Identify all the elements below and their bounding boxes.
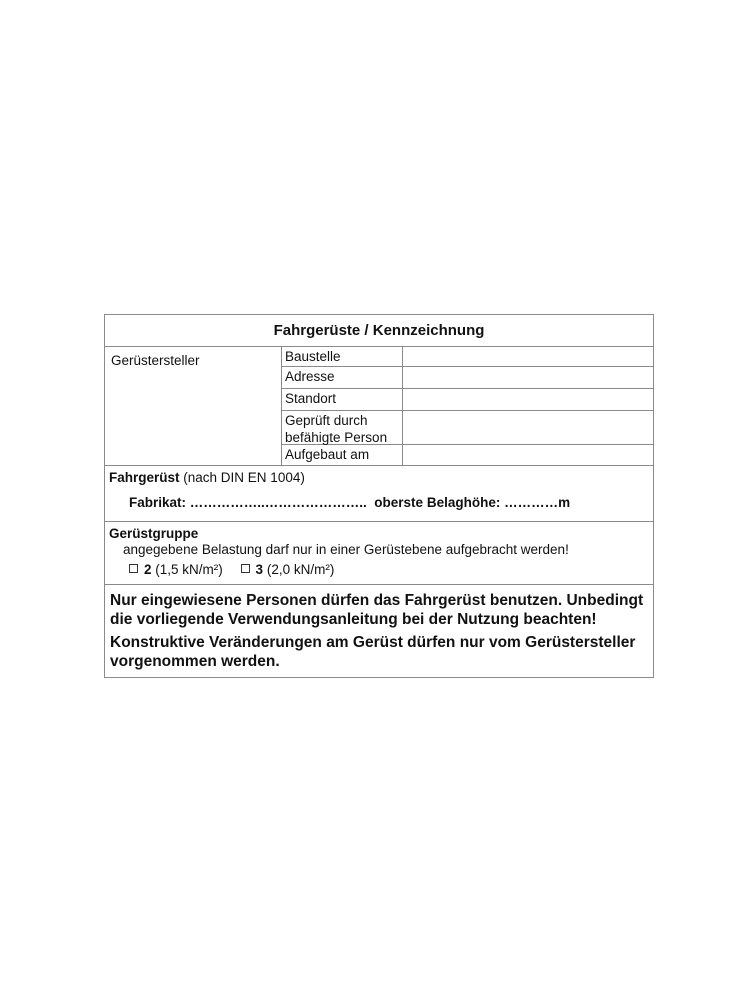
geprueft-field[interactable] <box>403 411 653 444</box>
aufgebaut-field[interactable] <box>403 445 653 465</box>
scaffold-label-card <box>104 314 654 678</box>
field-label: Standort <box>282 389 403 410</box>
form-title: Fahrgerüste / Kennzeichnung <box>105 315 653 347</box>
field-row-aufgebaut <box>282 445 653 465</box>
standort-field[interactable] <box>403 389 653 410</box>
info-section <box>105 347 653 466</box>
group-options <box>109 561 649 579</box>
field-label: Geprüft durch befähigte Person <box>282 411 403 444</box>
scaffold-norm: (nach DIN EN 1004) <box>183 470 305 485</box>
field-label: Aufgebaut am <box>282 445 403 465</box>
field-label: Baustelle <box>282 347 403 366</box>
fields-table <box>282 347 653 465</box>
group-option-3[interactable]: 3 (2,0 kN/m²) <box>241 562 335 577</box>
field-row-adresse <box>282 367 653 389</box>
warning-usage: Nur eingewiesene Personen dürfen das Fahrgerüst benutzen. Unbedingt die vorliegende Verwendungsanleitung bei der Nutzung beachten! <box>110 592 644 628</box>
scaffold-heading: Fahrgerüst <box>109 470 180 485</box>
checkbox-icon[interactable] <box>241 564 250 573</box>
scaffold-details <box>109 485 649 510</box>
group-option-2[interactable]: 2 (1,5 kN/m²) <box>129 562 227 577</box>
group-heading: Gerüstgruppe <box>109 526 199 541</box>
field-label: Adresse <box>282 367 403 388</box>
field-row-geprueft <box>282 411 653 445</box>
group-note: angegebene Belastung darf nur in einer Gerüstebene aufgebracht werden! <box>123 542 569 557</box>
checkbox-icon[interactable] <box>129 564 138 573</box>
field-row-standort <box>282 389 653 411</box>
field-row-baustelle <box>282 347 653 367</box>
height-field[interactable]: oberste Belaghöhe: …………m <box>374 495 571 510</box>
adresse-field[interactable] <box>403 367 653 388</box>
scaffold-section <box>105 466 653 522</box>
manufacturer-label: Gerüstersteller <box>105 347 282 465</box>
warning-modifications: Konstruktive Veränderungen am Gerüst dürfen nur vom Gerüstersteller vorgenommen werden. <box>110 634 636 670</box>
baustelle-field[interactable] <box>403 347 653 366</box>
fabrikat-field[interactable]: Fabrikat: ……………..………………….. <box>129 495 367 510</box>
group-section <box>105 522 653 585</box>
warnings-section <box>105 585 653 677</box>
